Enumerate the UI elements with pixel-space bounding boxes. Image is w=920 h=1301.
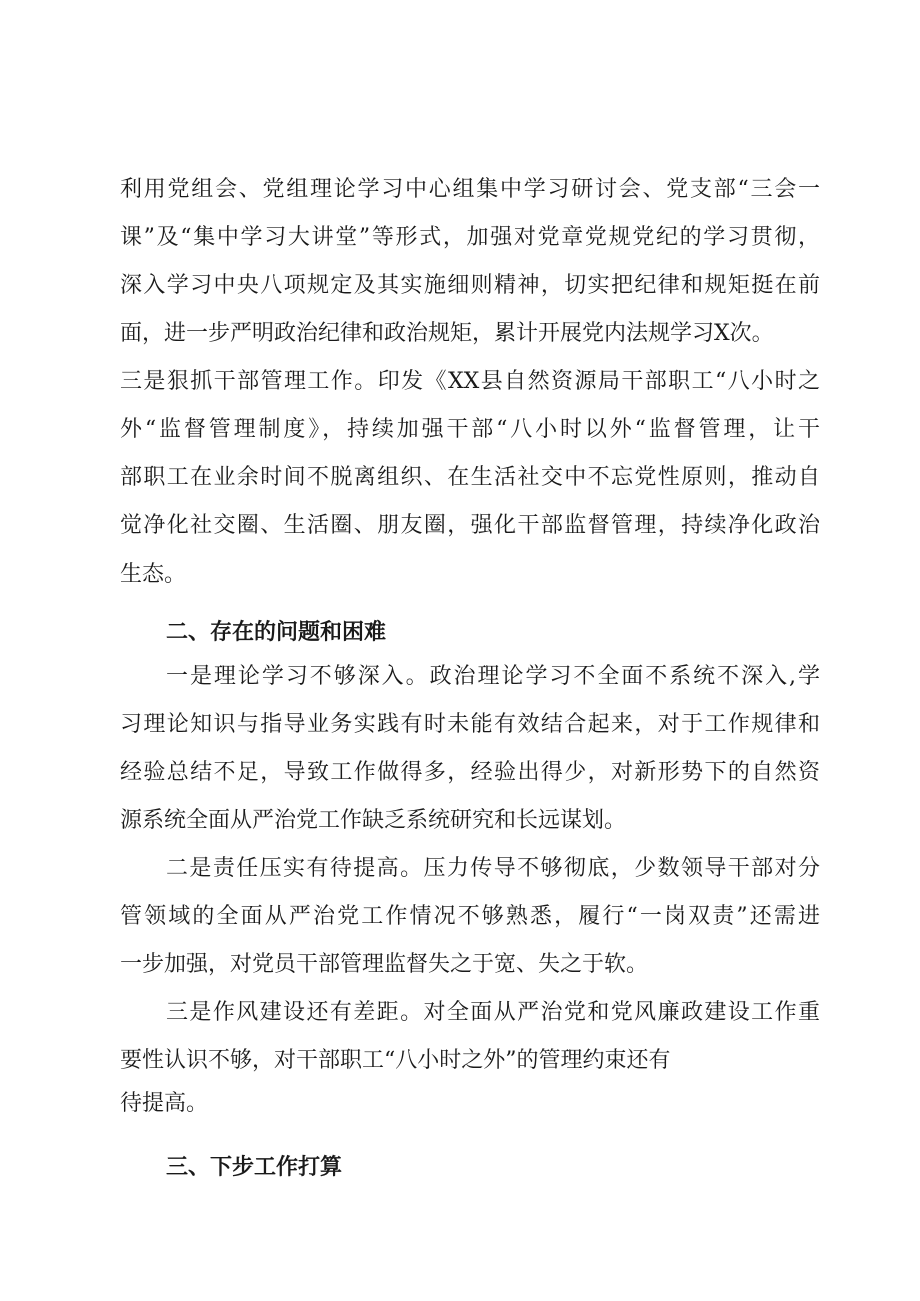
text-line: 三是狠抓干部管理工作。印发《XX县自然资源局干部职工“八小时之 xyxy=(120,369,820,394)
text-line: 源系统全面从严治党工作缺乏系统研究和长远谋划。 xyxy=(120,808,627,833)
text-line: 生态。 xyxy=(120,562,187,587)
text-line: 利用党组会、党组理论学习中心组集中学习研讨会、党支部“三会一 xyxy=(120,177,820,202)
text-line: 要性认识不够，对干部职工“八小时之外”的管理约束还有 xyxy=(120,1048,671,1073)
text-line: 三是作风建设还有差距。对全面从严治党和党风廉政建设工作重 xyxy=(166,1000,820,1025)
text-line: 管领域的全面从严治党工作情况不够熟悉，履行“一岗双责”还需进 xyxy=(120,904,820,929)
text-line: 习理论知识与指导业务实践有时未能有效结合起来，对于工作规律和 xyxy=(120,712,820,737)
text-line: 一步加强，对党员干部管理监督失之于宽、失之于软。 xyxy=(120,952,649,977)
text-line: 深入学习中央八项规定及其实施细则精神，切实把纪律和规矩挺在前 xyxy=(120,273,820,298)
section-heading-problems: 二、存在的问题和困难 xyxy=(166,620,387,645)
text-line: 课”及“集中学习大讲堂”等形式，加强对党章党规党纪的学习贯彻， xyxy=(120,225,820,250)
text-line: 外“监督管理制度》，持续加强干部“八小时以外“监督管理，让干 xyxy=(120,417,820,442)
text-line: 觉净化社交圈、生活圈、朋友圈，强化干部监督管理，持续净化政治 xyxy=(120,513,820,538)
text-line: 一是理论学习不够深入。政治理论学习不全面不系统不深入,学 xyxy=(166,664,820,689)
text-line: 二是责任压实有待提高。压力传导不够彻底，少数领导干部对分 xyxy=(166,856,820,881)
text-line: 待提高。 xyxy=(120,1091,209,1116)
section-heading-next-steps: 三、下步工作打算 xyxy=(166,1155,343,1180)
text-line: 部职工在业余时间不脱离组织、在生活社交中不忘党性原则，推动自 xyxy=(120,465,820,490)
text-line: 面，进一步严明政治纪律和政治规矩，累计开展党内法规学习X次。 xyxy=(120,321,774,346)
text-line: 经验总结不足，导致工作做得多，经验出得少，对新形势下的自然资 xyxy=(120,760,820,785)
